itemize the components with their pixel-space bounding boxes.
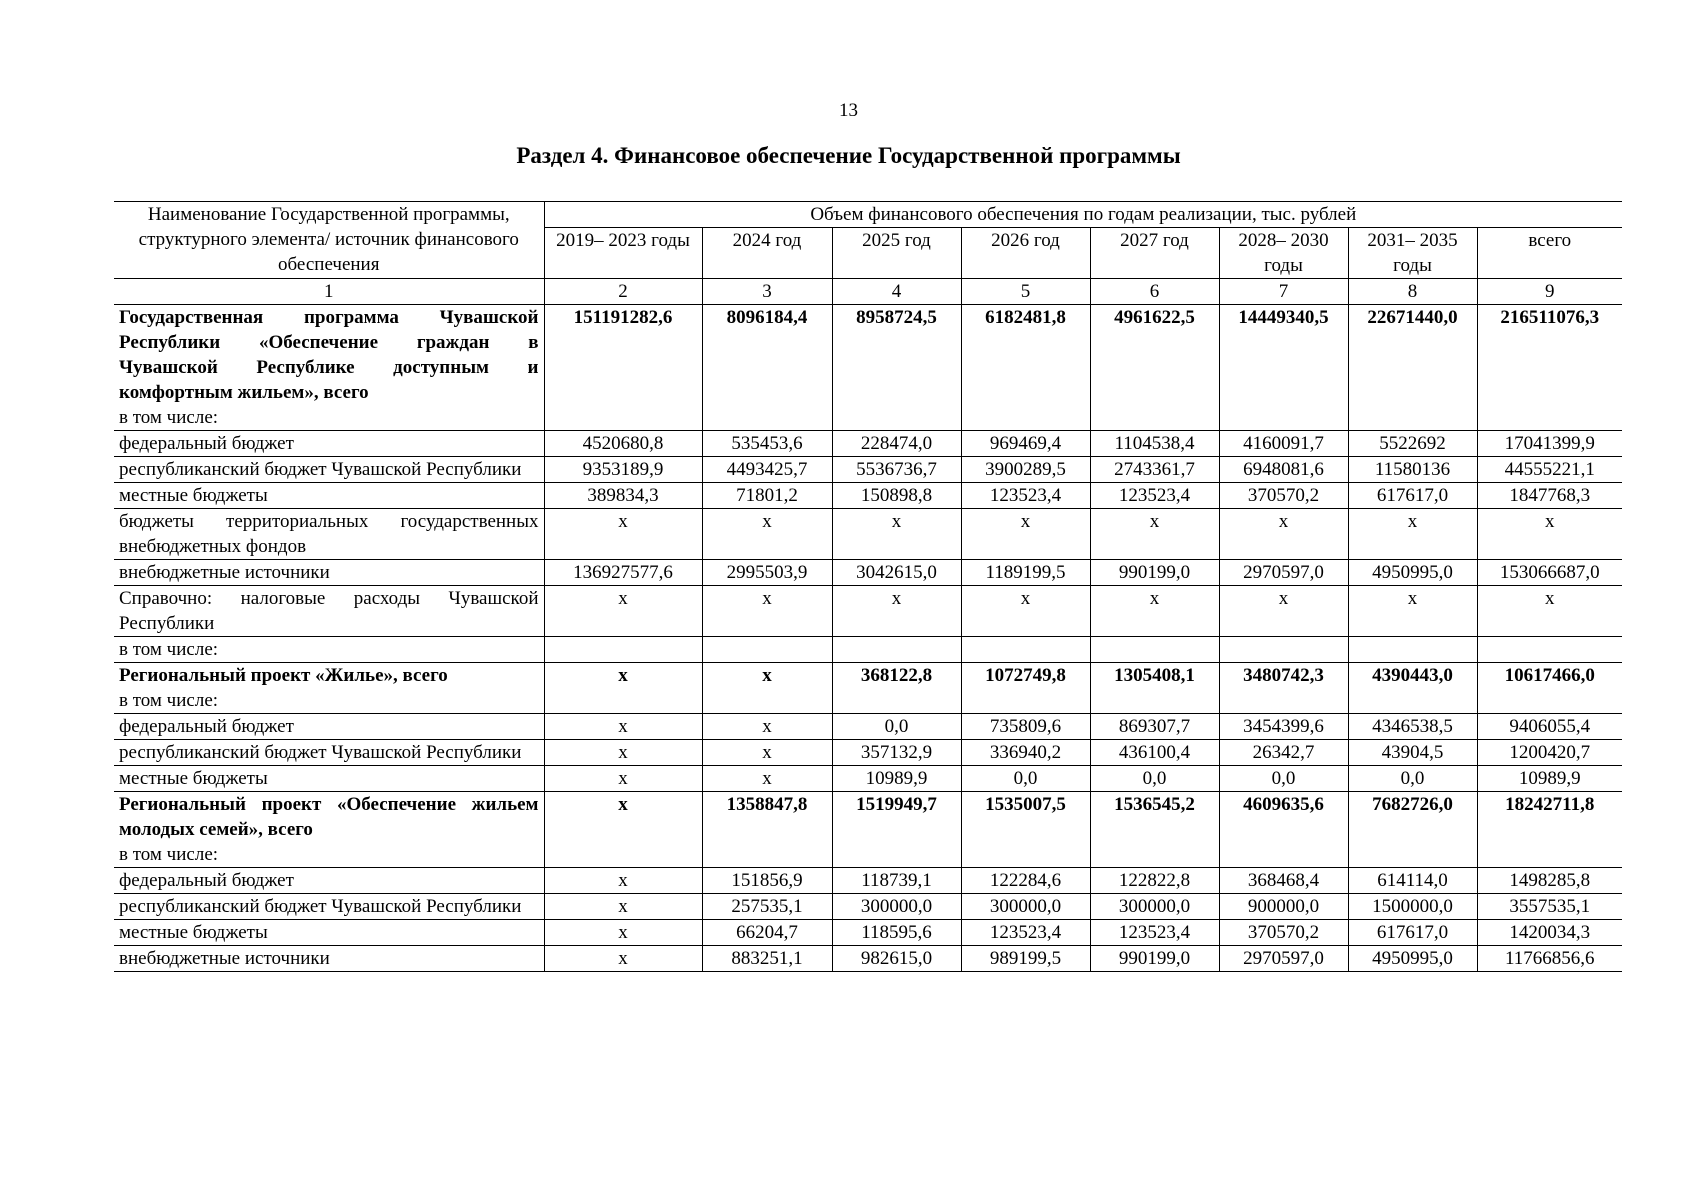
- row-name: федеральный бюджет: [119, 716, 294, 737]
- value-cell: x: [544, 894, 702, 920]
- row-name: республиканский бюджет Чувашской Республики: [119, 742, 522, 763]
- value-cell: 4950995,0: [1348, 946, 1477, 972]
- value-cell: [1348, 637, 1477, 663]
- value-cell: 4961622,5: [1090, 305, 1219, 431]
- value-cell: 1500000,0: [1348, 894, 1477, 920]
- value-cell: 1104538,4: [1090, 431, 1219, 457]
- value-cell: 2970597,0: [1219, 560, 1348, 586]
- row-name-cell: [114, 920, 544, 946]
- column-number: 1: [114, 279, 544, 305]
- row-subnote: в том числе:: [119, 690, 219, 711]
- table-body: [114, 202, 1622, 972]
- value-cell: 4950995,0: [1348, 560, 1477, 586]
- value-cell: 10617466,0: [1477, 663, 1622, 714]
- value-cell: 869307,7: [1090, 714, 1219, 740]
- row-name-cell: [114, 894, 544, 920]
- value-cell: 900000,0: [1219, 894, 1348, 920]
- value-cell: 1420034,3: [1477, 920, 1622, 946]
- column-number: 6: [1090, 279, 1219, 305]
- header-total: всего: [1477, 228, 1622, 279]
- value-cell: x: [832, 509, 961, 560]
- value-cell: 2743361,7: [1090, 457, 1219, 483]
- value-cell: 300000,0: [1090, 894, 1219, 920]
- value-cell: 10989,9: [1477, 766, 1622, 792]
- value-cell: x: [1090, 509, 1219, 560]
- value-cell: 1535007,5: [961, 792, 1090, 868]
- value-cell: 8958724,5: [832, 305, 961, 431]
- column-number: 3: [702, 279, 832, 305]
- row-name: местные бюджеты: [119, 485, 268, 506]
- value-cell: x: [544, 663, 702, 714]
- table-row: [114, 714, 1622, 740]
- row-name: внебюджетные источники: [119, 562, 330, 583]
- value-cell: 18242711,8: [1477, 792, 1622, 868]
- value-cell: 8096184,4: [702, 305, 832, 431]
- table-row: [114, 663, 1622, 714]
- row-name: Государственная программа Чувашской Республики «Обеспечение граждан в Чувашской Республике доступным и комфортным жильем», всего: [119, 307, 539, 403]
- value-cell: 4346538,5: [1348, 714, 1477, 740]
- value-cell: 153066687,0: [1477, 560, 1622, 586]
- value-cell: x: [1219, 586, 1348, 637]
- row-name: бюджеты территориальных государственных внебюджетных фондов: [119, 511, 539, 557]
- value-cell: 617617,0: [1348, 920, 1477, 946]
- value-cell: 43904,5: [1348, 740, 1477, 766]
- value-cell: 123523,4: [1090, 483, 1219, 509]
- value-cell: x: [1348, 509, 1477, 560]
- value-cell: 614114,0: [1348, 868, 1477, 894]
- row-name-cell: [114, 766, 544, 792]
- row-name-cell: [114, 305, 544, 431]
- row-name: внебюджетные источники: [119, 948, 330, 969]
- table-row: [114, 766, 1622, 792]
- value-cell: 7682726,0: [1348, 792, 1477, 868]
- value-cell: x: [544, 766, 702, 792]
- table-row: [114, 305, 1622, 431]
- value-cell: x: [702, 509, 832, 560]
- header-year-2031-2035: 2031– 2035 годы: [1348, 228, 1477, 279]
- table-row: [114, 483, 1622, 509]
- value-cell: 982615,0: [832, 946, 961, 972]
- value-cell: 0,0: [832, 714, 961, 740]
- table-row: [114, 920, 1622, 946]
- value-cell: 2995503,9: [702, 560, 832, 586]
- row-name: Региональный проект «Жилье», всего: [119, 665, 448, 686]
- value-cell: x: [544, 714, 702, 740]
- table-row: [114, 560, 1622, 586]
- value-cell: [702, 637, 832, 663]
- table-row: [114, 431, 1622, 457]
- header-year-2019-2023: 2019– 2023 годы: [544, 228, 702, 279]
- value-cell: 1200420,7: [1477, 740, 1622, 766]
- row-name-cell: [114, 560, 544, 586]
- table-row: [114, 509, 1622, 560]
- value-cell: 0,0: [1219, 766, 1348, 792]
- row-name: федеральный бюджет: [119, 433, 294, 454]
- value-cell: x: [1219, 509, 1348, 560]
- value-cell: 1519949,7: [832, 792, 961, 868]
- value-cell: x: [1348, 586, 1477, 637]
- value-cell: x: [702, 740, 832, 766]
- value-cell: 6182481,8: [961, 305, 1090, 431]
- value-cell: 6948081,6: [1219, 457, 1348, 483]
- value-cell: x: [544, 868, 702, 894]
- value-cell: 883251,1: [702, 946, 832, 972]
- value-cell: 389834,3: [544, 483, 702, 509]
- value-cell: 4493425,7: [702, 457, 832, 483]
- column-number: 7: [1219, 279, 1348, 305]
- value-cell: [544, 637, 702, 663]
- value-cell: 357132,9: [832, 740, 961, 766]
- value-cell: 10989,9: [832, 766, 961, 792]
- header-volume-caption: Объем финансового обеспечения по годам реализации, тыс. рублей: [544, 202, 1622, 228]
- value-cell: 368468,4: [1219, 868, 1348, 894]
- row-name-cell: [114, 431, 544, 457]
- value-cell: x: [1477, 509, 1622, 560]
- row-name-cell: [114, 509, 544, 560]
- header-row-column-numbers: [114, 279, 1622, 305]
- value-cell: [1477, 637, 1622, 663]
- value-cell: x: [702, 586, 832, 637]
- row-name-cell: [114, 792, 544, 868]
- value-cell: 14449340,5: [1219, 305, 1348, 431]
- value-cell: 9353189,9: [544, 457, 702, 483]
- value-cell: 1189199,5: [961, 560, 1090, 586]
- row-name: в том числе:: [119, 639, 219, 660]
- header-year-2026: 2026 год: [961, 228, 1090, 279]
- value-cell: x: [544, 946, 702, 972]
- table-row: [114, 586, 1622, 637]
- value-cell: 22671440,0: [1348, 305, 1477, 431]
- row-subnote: в том числе:: [119, 844, 219, 865]
- value-cell: 300000,0: [961, 894, 1090, 920]
- header-year-2024: 2024 год: [702, 228, 832, 279]
- column-number: 4: [832, 279, 961, 305]
- value-cell: 9406055,4: [1477, 714, 1622, 740]
- row-name: местные бюджеты: [119, 768, 268, 789]
- table-row: [114, 946, 1622, 972]
- header-year-2027: 2027 год: [1090, 228, 1219, 279]
- value-cell: 990199,0: [1090, 560, 1219, 586]
- value-cell: x: [702, 663, 832, 714]
- value-cell: 123523,4: [961, 483, 1090, 509]
- value-cell: 1358847,8: [702, 792, 832, 868]
- value-cell: 3480742,3: [1219, 663, 1348, 714]
- value-cell: 257535,1: [702, 894, 832, 920]
- column-number: 9: [1477, 279, 1622, 305]
- value-cell: [832, 637, 961, 663]
- value-cell: x: [544, 792, 702, 868]
- value-cell: 990199,0: [1090, 946, 1219, 972]
- row-name: Справочно: налоговые расходы Чувашской Республики: [119, 588, 539, 634]
- value-cell: 26342,7: [1219, 740, 1348, 766]
- table-row: [114, 792, 1622, 868]
- value-cell: 11766856,6: [1477, 946, 1622, 972]
- row-name: Региональный проект «Обеспечение жильем молодых семей», всего: [119, 794, 539, 840]
- value-cell: 4390443,0: [1348, 663, 1477, 714]
- value-cell: 123523,4: [1090, 920, 1219, 946]
- row-name: республиканский бюджет Чувашской Республики: [119, 459, 522, 480]
- value-cell: 368122,8: [832, 663, 961, 714]
- value-cell: 617617,0: [1348, 483, 1477, 509]
- value-cell: [961, 637, 1090, 663]
- row-name-cell: [114, 946, 544, 972]
- table-row: [114, 740, 1622, 766]
- value-cell: 151856,9: [702, 868, 832, 894]
- row-name-cell: [114, 663, 544, 714]
- value-cell: 300000,0: [832, 894, 961, 920]
- row-name-cell: [114, 868, 544, 894]
- header-row-caption: [114, 202, 1622, 228]
- value-cell: 1536545,2: [1090, 792, 1219, 868]
- value-cell: x: [544, 509, 702, 560]
- value-cell: 123523,4: [961, 920, 1090, 946]
- row-name-cell: [114, 637, 544, 663]
- value-cell: 66204,7: [702, 920, 832, 946]
- row-name: республиканский бюджет Чувашской Республики: [119, 896, 522, 917]
- value-cell: 1305408,1: [1090, 663, 1219, 714]
- value-cell: 2970597,0: [1219, 946, 1348, 972]
- row-name-cell: [114, 740, 544, 766]
- value-cell: 151191282,6: [544, 305, 702, 431]
- row-name: федеральный бюджет: [119, 870, 294, 891]
- value-cell: 118739,1: [832, 868, 961, 894]
- value-cell: x: [1090, 586, 1219, 637]
- table-row: [114, 894, 1622, 920]
- section-title: Раздел 4. Финансовое обеспечение Государственной программы: [516, 143, 1181, 168]
- value-cell: x: [1477, 586, 1622, 637]
- value-cell: 0,0: [1348, 766, 1477, 792]
- value-cell: 735809,6: [961, 714, 1090, 740]
- value-cell: x: [961, 509, 1090, 560]
- value-cell: 1072749,8: [961, 663, 1090, 714]
- value-cell: 3900289,5: [961, 457, 1090, 483]
- value-cell: 4160091,7: [1219, 431, 1348, 457]
- value-cell: 1498285,8: [1477, 868, 1622, 894]
- value-cell: 3557535,1: [1477, 894, 1622, 920]
- header-name-column: Наименование Государственной программы, структурного элемента/ источник финансового обеспечения: [114, 202, 544, 279]
- page-number: 13: [839, 100, 858, 121]
- value-cell: x: [832, 586, 961, 637]
- value-cell: 17041399,9: [1477, 431, 1622, 457]
- value-cell: 118595,6: [832, 920, 961, 946]
- value-cell: 136927577,6: [544, 560, 702, 586]
- column-number: 2: [544, 279, 702, 305]
- value-cell: 3454399,6: [1219, 714, 1348, 740]
- value-cell: x: [961, 586, 1090, 637]
- value-cell: 71801,2: [702, 483, 832, 509]
- row-name-cell: [114, 457, 544, 483]
- value-cell: x: [544, 920, 702, 946]
- value-cell: [1219, 637, 1348, 663]
- row-subnote: в том числе:: [119, 407, 219, 428]
- value-cell: 44555221,1: [1477, 457, 1622, 483]
- value-cell: x: [544, 586, 702, 637]
- value-cell: 122284,6: [961, 868, 1090, 894]
- value-cell: 0,0: [1090, 766, 1219, 792]
- value-cell: 1847768,3: [1477, 483, 1622, 509]
- value-cell: 0,0: [961, 766, 1090, 792]
- table-row: [114, 457, 1622, 483]
- value-cell: 370570,2: [1219, 483, 1348, 509]
- header-year-2028-2030: 2028– 2030 годы: [1219, 228, 1348, 279]
- column-number: 5: [961, 279, 1090, 305]
- value-cell: 3042615,0: [832, 560, 961, 586]
- value-cell: 436100,4: [1090, 740, 1219, 766]
- table-row: [114, 637, 1622, 663]
- header-year-2025: 2025 год: [832, 228, 961, 279]
- value-cell: [1090, 637, 1219, 663]
- value-cell: 336940,2: [961, 740, 1090, 766]
- row-name-cell: [114, 714, 544, 740]
- value-cell: 228474,0: [832, 431, 961, 457]
- value-cell: 989199,5: [961, 946, 1090, 972]
- value-cell: 122822,8: [1090, 868, 1219, 894]
- row-name-cell: [114, 483, 544, 509]
- value-cell: 370570,2: [1219, 920, 1348, 946]
- value-cell: x: [702, 766, 832, 792]
- value-cell: 5522692: [1348, 431, 1477, 457]
- value-cell: x: [544, 740, 702, 766]
- value-cell: 11580136: [1348, 457, 1477, 483]
- value-cell: x: [702, 714, 832, 740]
- financing-table: [114, 201, 1622, 972]
- value-cell: 216511076,3: [1477, 305, 1622, 431]
- row-name: местные бюджеты: [119, 922, 268, 943]
- value-cell: 5536736,7: [832, 457, 961, 483]
- row-name-cell: [114, 586, 544, 637]
- value-cell: 4609635,6: [1219, 792, 1348, 868]
- value-cell: 969469,4: [961, 431, 1090, 457]
- value-cell: 4520680,8: [544, 431, 702, 457]
- value-cell: 535453,6: [702, 431, 832, 457]
- value-cell: 150898,8: [832, 483, 961, 509]
- column-number: 8: [1348, 279, 1477, 305]
- table-row: [114, 868, 1622, 894]
